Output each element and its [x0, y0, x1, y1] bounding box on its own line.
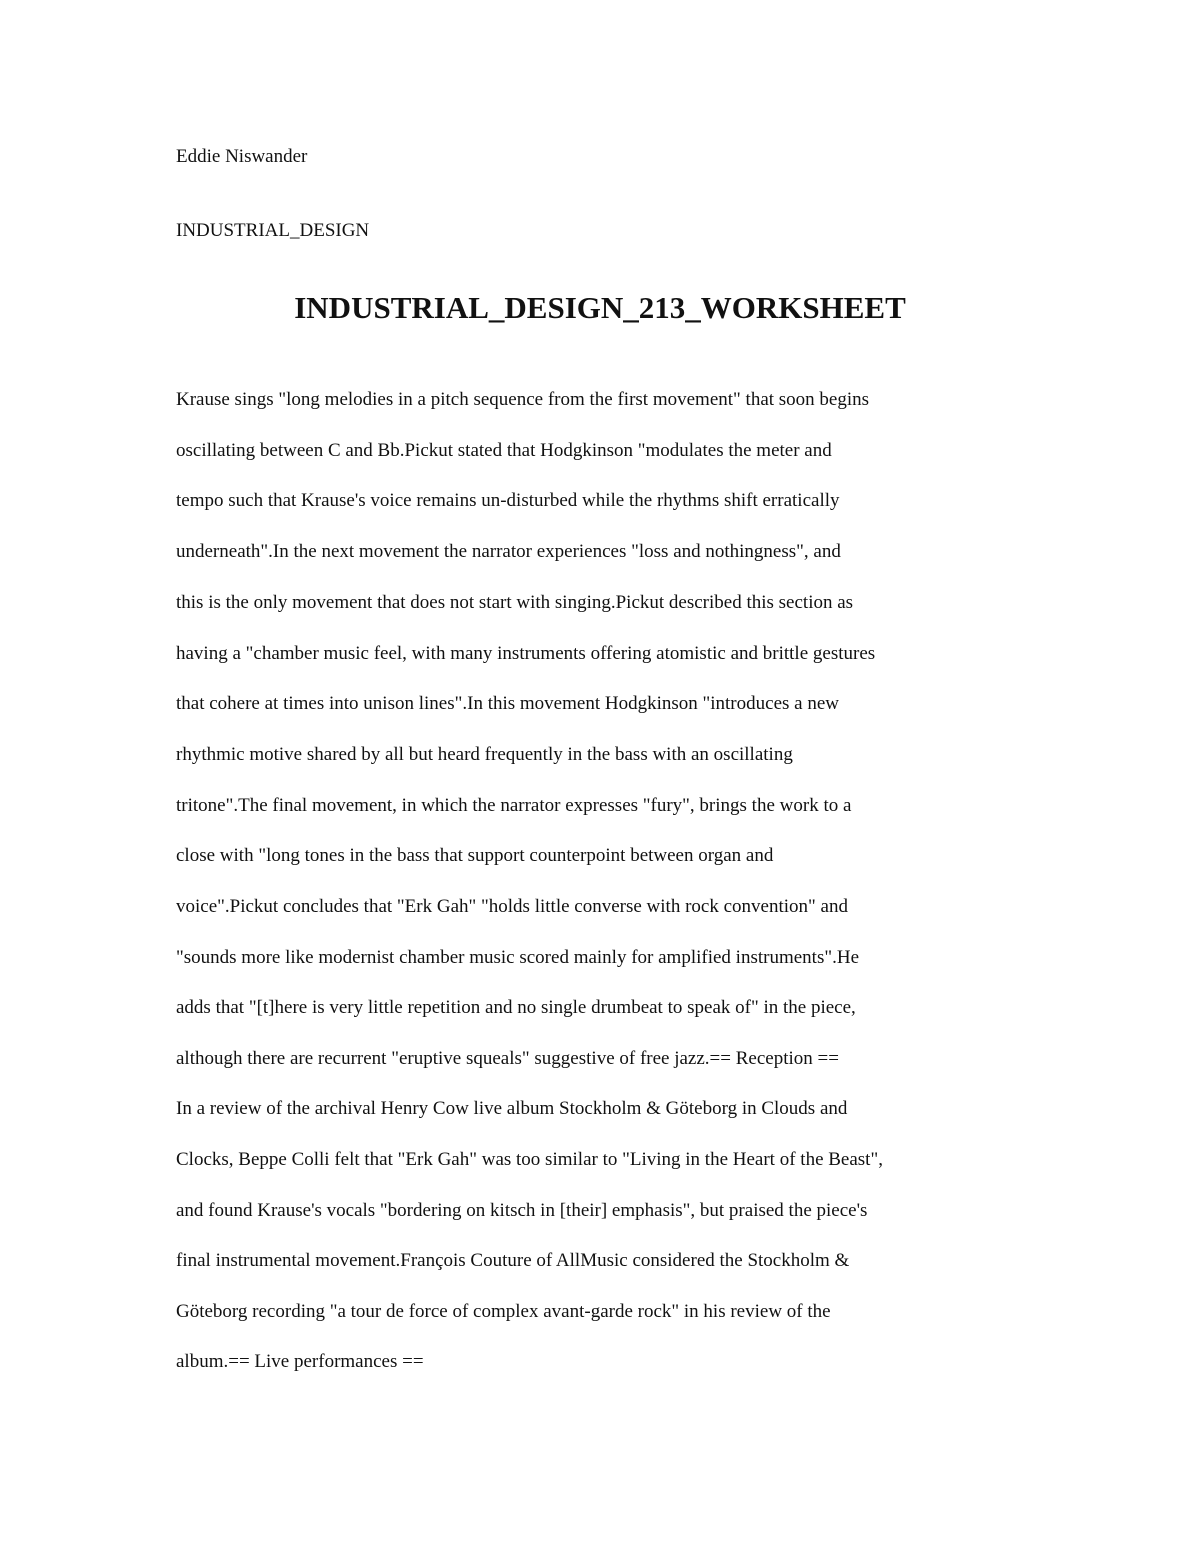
course-name: INDUSTRIAL_DESIGN — [176, 220, 370, 241]
body-line: tempo such that Krause's voice remains un-disturbed while the rhythms shift erratically — [176, 490, 840, 511]
body-line: adds that "[t]here is very little repetition and no single drumbeat to speak of" in the piece, — [176, 997, 856, 1018]
body-line: having a "chamber music feel, with many instruments offering atomistic and brittle gestures — [176, 643, 876, 664]
body-line: and found Krause's vocals "bordering on kitsch in [their] emphasis", but praised the piece's — [176, 1200, 868, 1221]
body-line: although there are recurrent "eruptive squeals" suggestive of free jazz.== Reception == — [176, 1048, 839, 1069]
body-line: Krause sings "long melodies in a pitch sequence from the first movement" that soon begins — [176, 389, 870, 410]
body-line: Göteborg recording "a tour de force of complex avant-garde rock" in his review of the — [176, 1301, 831, 1322]
body-line: rhythmic motive shared by all but heard frequently in the bass with an oscillating — [176, 744, 793, 765]
author-name: Eddie Niswander — [176, 146, 308, 167]
body-line: this is the only movement that does not start with singing.Pickut described this section as — [176, 592, 854, 613]
body-line: voice".Pickut concludes that "Erk Gah" "holds little converse with rock convention" and — [176, 896, 848, 917]
body-line: underneath".In the next movement the narrator experiences "loss and nothingness", and — [176, 541, 841, 562]
body-line: oscillating between C and Bb.Pickut stated that Hodgkinson "modulates the meter and — [176, 440, 832, 461]
body-line: that cohere at times into unison lines".In this movement Hodgkinson "introduces a new — [176, 693, 839, 714]
body-line: album.== Live performances == — [176, 1351, 424, 1372]
body-line: close with "long tones in the bass that support counterpoint between organ and — [176, 845, 774, 866]
body-line: In a review of the archival Henry Cow live album Stockholm & Göteborg in Clouds and — [176, 1098, 848, 1119]
body-line: Clocks, Beppe Colli felt that "Erk Gah" was too similar to "Living in the Heart of the Beast", — [176, 1149, 883, 1170]
body-line: tritone".The final movement, in which the narrator expresses "fury", brings the work to a — [176, 795, 852, 816]
body-line: final instrumental movement.François Couture of AllMusic considered the Stockholm & — [176, 1250, 850, 1271]
document-title: INDUSTRIAL_DESIGN_213_WORKSHEET — [294, 290, 906, 325]
body-line: "sounds more like modernist chamber music scored mainly for amplified instruments".He — [176, 947, 859, 968]
